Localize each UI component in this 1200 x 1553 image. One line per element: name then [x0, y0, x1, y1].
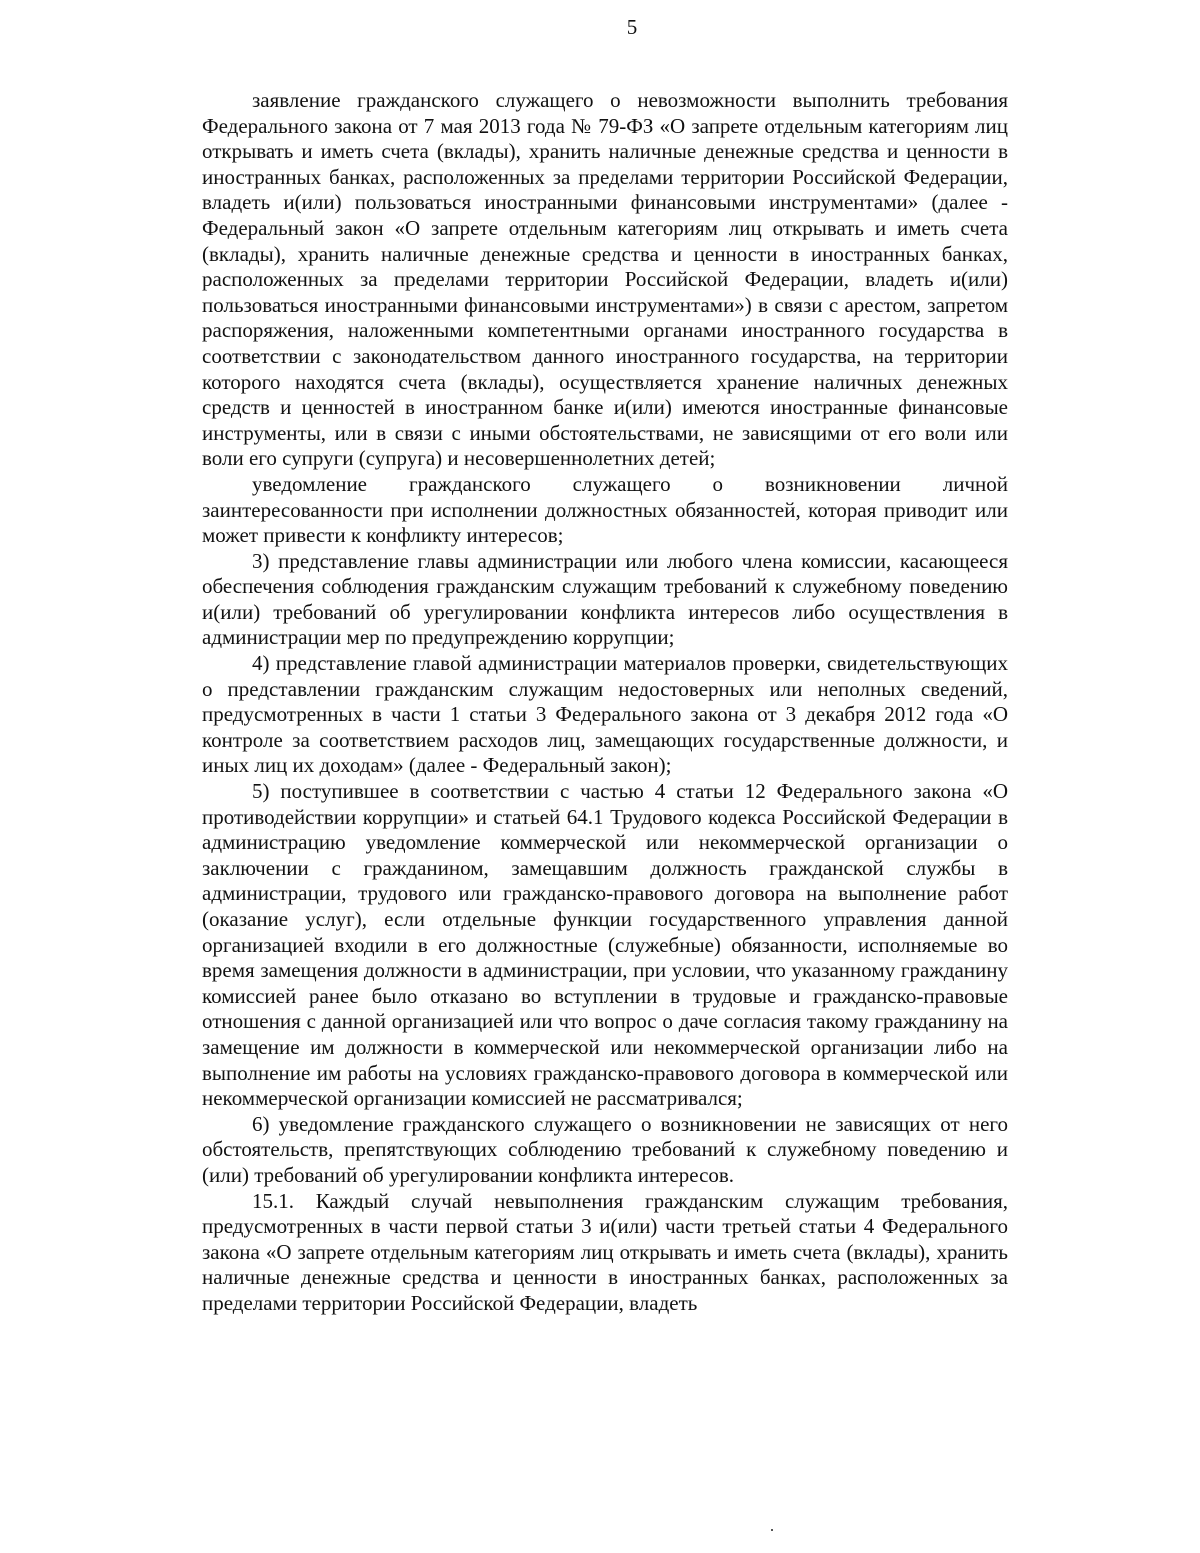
paragraph-section-15-1: 15.1. Каждый случай невыполнения гражданским служащим требования, предусмотренных в части первой статьи 3 и(или) части третьей статьи 4 Федерального закона «О запрете отдельным категориям лиц открывать и иметь счета (вклады), хранить наличные денежные средства и ценности в иностранных банках, расположенных за пределами территории Российской Федерации, владеть — [202, 1188, 1008, 1315]
paragraph-conflict-notification: уведомление гражданского служащего о возникновении личной заинтересованности при исполнении должностных обязанностей, которая приводит или может привести к конфликту интересов; — [202, 471, 1008, 548]
scan-speck — [771, 1529, 773, 1531]
paragraph-statement-impossibility: заявление гражданского служащего о невозможности выполнить требования Федерального закона от 7 мая 2013 года № 79-ФЗ «О запрете отдельным категориям лиц открывать и иметь счета (вклады), хранить наличные денежные средства и ценности в иностранных банках, расположенных за пределами территории Российской Федерации, владеть и(или) пользоваться иностранными финансовыми инструментами» (далее - Федеральный закон «О запрете отдельным категориям лиц открывать и иметь счета (вклады), хранить наличные денежные средства и ценности в иностранных банках, расположенных за пределами территории Российской Федерации, владеть и(или) пользоваться иностранными финансовыми инструментами») в связи с арестом, запретом распоряжения, наложенными компетентными органами иностранного государства в соответствии с законодательством данного иностранного государства, на территории которого находятся счета (вклады), осуществляется хранение наличных денежных средств и ценностей в иностранном банке и(или) имеются иностранные финансовые инструменты, или в связи с иными обстоятельствами, не зависящими от его воли или воли его супруги (супруга) и несовершеннолетних детей; — [202, 88, 1008, 471]
paragraph-item-5: 5) поступившее в соответствии с частью 4 статьи 12 Федерального закона «О противодействии коррупции» и статьей 64.1 Трудового кодекса Российской Федерации в администрацию уведомление коммерческой или некоммерческой организации о заключении с гражданином, замещавшим должность гражданской службы в администрации, трудового или гражданско-правового договора на выполнение работ (оказание услуг), если отдельные функции государственного управления данной организацией входили в его должностные (служебные) обязанности, исполняемые во время замещения должности в администрации, при условии, что указанному гражданину комиссией ранее было отказано во вступлении в трудовые и гражданско-правовые отношения с данной организацией или что вопрос о даче согласия такому гражданину на замещение им должности в коммерческой или некоммерческой организации либо на выполнение им работы на условиях гражданско-правового договора в коммерческой или некоммерческой организации комиссией не рассматривался; — [202, 779, 1008, 1111]
paragraph-item-3: 3) представление главы администрации или любого члена комиссии, касающееся обеспечения соблюдения гражданским служащим требований к служебному поведению и(или) требований об урегулировании конфликта интересов либо осуществления в администрации мер по предупреждению коррупции; — [202, 548, 1008, 650]
paragraph-item-6: 6) уведомление гражданского служащего о возникновении не зависящих от него обстоятельств, препятствующих соблюдению требований к служебному поведению и (или) требований об урегулировании конфликта интересов. — [202, 1111, 1008, 1187]
page-number: 5 — [626, 15, 638, 39]
paragraph-item-4: 4) представление главой администрации материалов проверки, свидетельствующих о представлении гражданским служащим недостоверных или неполных сведений, предусмотренных в части 1 статьи 3 Федерального закона от 3 декабря 2012 года «О контроле за соответствием расходов лиц, замещающих государственные должности, и иных лиц их доходам» (далее - Федеральный закон); — [202, 651, 1008, 778]
document-body — [202, 88, 1008, 1317]
